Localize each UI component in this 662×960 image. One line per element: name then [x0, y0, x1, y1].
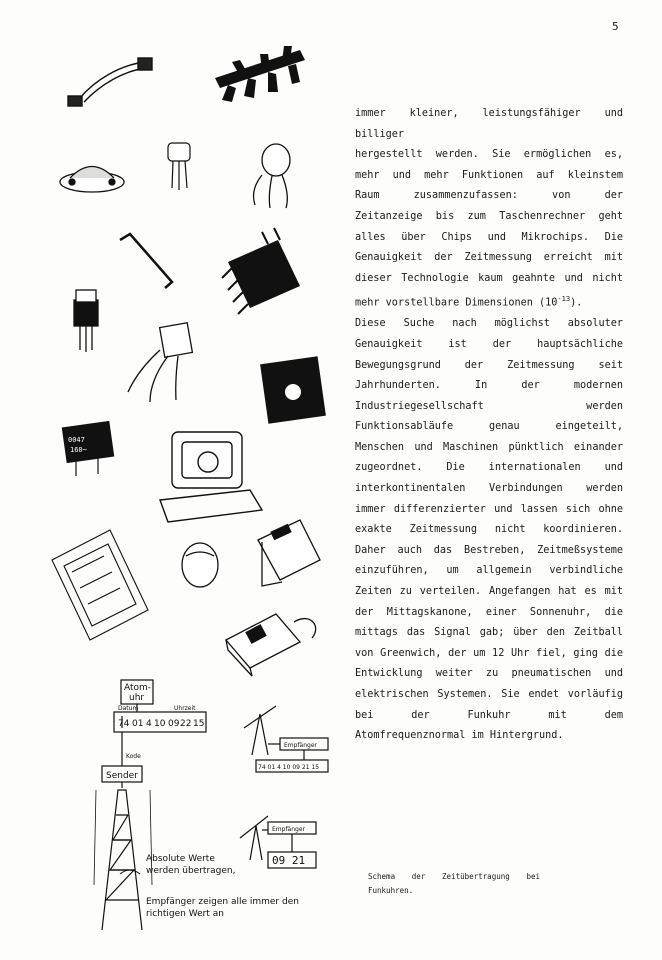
- cable-illustration: [68, 58, 152, 106]
- dip-chip-illustration: [222, 228, 300, 314]
- note-absolute-1: Absolute Werte: [146, 854, 215, 864]
- jumper-wire-illustration: [120, 234, 172, 288]
- kode-label: Kode: [126, 753, 141, 760]
- time-transmission-diagram: [94, 680, 328, 930]
- body-line: zugeordnet. Die internationalen und: [355, 462, 623, 474]
- exponent-tail: ).: [570, 297, 583, 309]
- heatsink-illustration: [215, 46, 305, 102]
- to220-transistor-illustration: [74, 290, 98, 352]
- body-line: Entwicklung weiter zu pneumatischen und: [355, 668, 623, 680]
- figure-caption: [368, 870, 540, 898]
- body-line: exakte Zeitmessung nicht koordinieren.: [355, 524, 623, 536]
- body-line: Genauigkeit ist der hauptsächliche: [355, 338, 623, 350]
- hand-illustration: [182, 543, 218, 587]
- printer-illustration: [258, 520, 320, 586]
- walking-transistor-illustration: [254, 144, 290, 208]
- page-number: 5: [612, 20, 619, 33]
- body-line: Daher auch das Bestreben, Zeitmeßsysteme: [355, 544, 623, 556]
- body-line: bei der Funkuhr mit dem: [355, 709, 623, 721]
- circuit-board-illustration: [52, 530, 148, 640]
- code-cell: 01: [132, 719, 144, 729]
- calculator-illustration: [226, 614, 316, 676]
- receiver-code: 74 01 4 10 09 21 15: [258, 764, 320, 771]
- caption-line: Schema der Zeitübertragung bei: [368, 872, 540, 881]
- empfaenger-label-1: Empfänger: [284, 742, 318, 749]
- body-line: Diese Suche nach möglichst absoluter: [355, 318, 623, 330]
- caption-line: Funkuhren.: [368, 886, 414, 895]
- body-line: einzuführen, um allgemein verbindliche: [355, 565, 623, 577]
- body-line: der Mittagskanone, einer Sonnenuhr, die: [355, 606, 623, 618]
- body-line: Bewegungsgrund der Zeitmessung seit: [355, 359, 623, 371]
- walking-chip-illustration: [128, 323, 192, 402]
- body-line: interkontinentalen Verbindungen werden: [355, 483, 623, 495]
- body-line: immer kleiner, leistungsfähiger und billiger: [355, 108, 623, 140]
- body-line: von Greenwich, der um 12 Uhr fiel, ging die: [355, 647, 623, 659]
- body-line: Industriegesellschaft werden: [355, 400, 623, 412]
- empfaenger-label-2: Empfänger: [272, 826, 306, 833]
- receiver-display: 09 21: [272, 854, 306, 867]
- body-line: Funktionsabläufe genau eingeteilt,: [355, 421, 623, 433]
- body-line: elektrischen Systemen. Sie endet vorläufig: [355, 689, 623, 701]
- small-transistor-illustration: [168, 143, 190, 190]
- body-line: Zeitanzeige bis zum Taschenrechner geht: [355, 210, 623, 222]
- datum-label: Datum: [118, 705, 139, 712]
- code-cell: 74: [118, 719, 130, 729]
- body-text: [355, 104, 623, 747]
- uhrzeit-label: Uhrzeit: [174, 705, 196, 712]
- code-cell: 10: [154, 719, 166, 729]
- body-line: Genauigkeit der Zeitmessung erreicht mit: [355, 252, 623, 264]
- body-line: Raum zusammenzufassen: von der: [355, 190, 623, 202]
- sender-label: Sender: [106, 771, 138, 781]
- note-receivers-2: richtigen Wert an: [146, 909, 224, 919]
- code-cell: 09: [168, 719, 180, 729]
- body-line: mittags das Signal gab; über den Zeitball: [355, 627, 623, 639]
- body-line: alles über Chips und Mikrochips. Die: [355, 231, 623, 243]
- to3-transistor-illustration: [60, 167, 124, 193]
- atomuhr-label-1: Atom-: [124, 683, 152, 693]
- body-line: Menschen und Maschinen pünktlich einander: [355, 441, 623, 453]
- body-line-with-exponent: [355, 289, 623, 314]
- code-cell: 4: [146, 719, 152, 729]
- body-line: Zeiten zu verteilen. Angefangen hat es mit: [355, 586, 623, 598]
- capacitor-label-2: 160~: [70, 446, 87, 454]
- note-absolute-2: werden übertragen,: [146, 866, 236, 876]
- capacitor-label-1: 0047: [68, 436, 85, 444]
- body-line: mehr und mehr Funktionen auf kleinstem: [355, 169, 623, 181]
- code-cell: 22: [180, 719, 192, 729]
- body-line: dieser Technologie kaum geahnte und nicht: [355, 272, 623, 284]
- code-cells: [118, 719, 204, 729]
- body-line: immer differenzierter und lassen sich ohne: [355, 503, 623, 515]
- note-receivers-1: Empfänger zeigen alle immer den: [146, 897, 299, 907]
- body-line: Atomfrequenznormal im Hintergrund.: [355, 730, 564, 742]
- atomuhr-label-2: uhr: [129, 693, 145, 703]
- floppy-disk-illustration: [260, 356, 326, 423]
- capacitor-illustration: [62, 421, 115, 476]
- body-line: hergestellt werden. Sie ermöglichen es,: [355, 149, 623, 161]
- body-line: mehr vorstellbare Dimensionen (10: [355, 297, 558, 309]
- exponent: -13: [557, 295, 571, 304]
- body-line: Jahrhunderten. In der modernen: [355, 380, 623, 392]
- code-cell: 15: [193, 719, 205, 729]
- computer-illustration: [160, 432, 262, 522]
